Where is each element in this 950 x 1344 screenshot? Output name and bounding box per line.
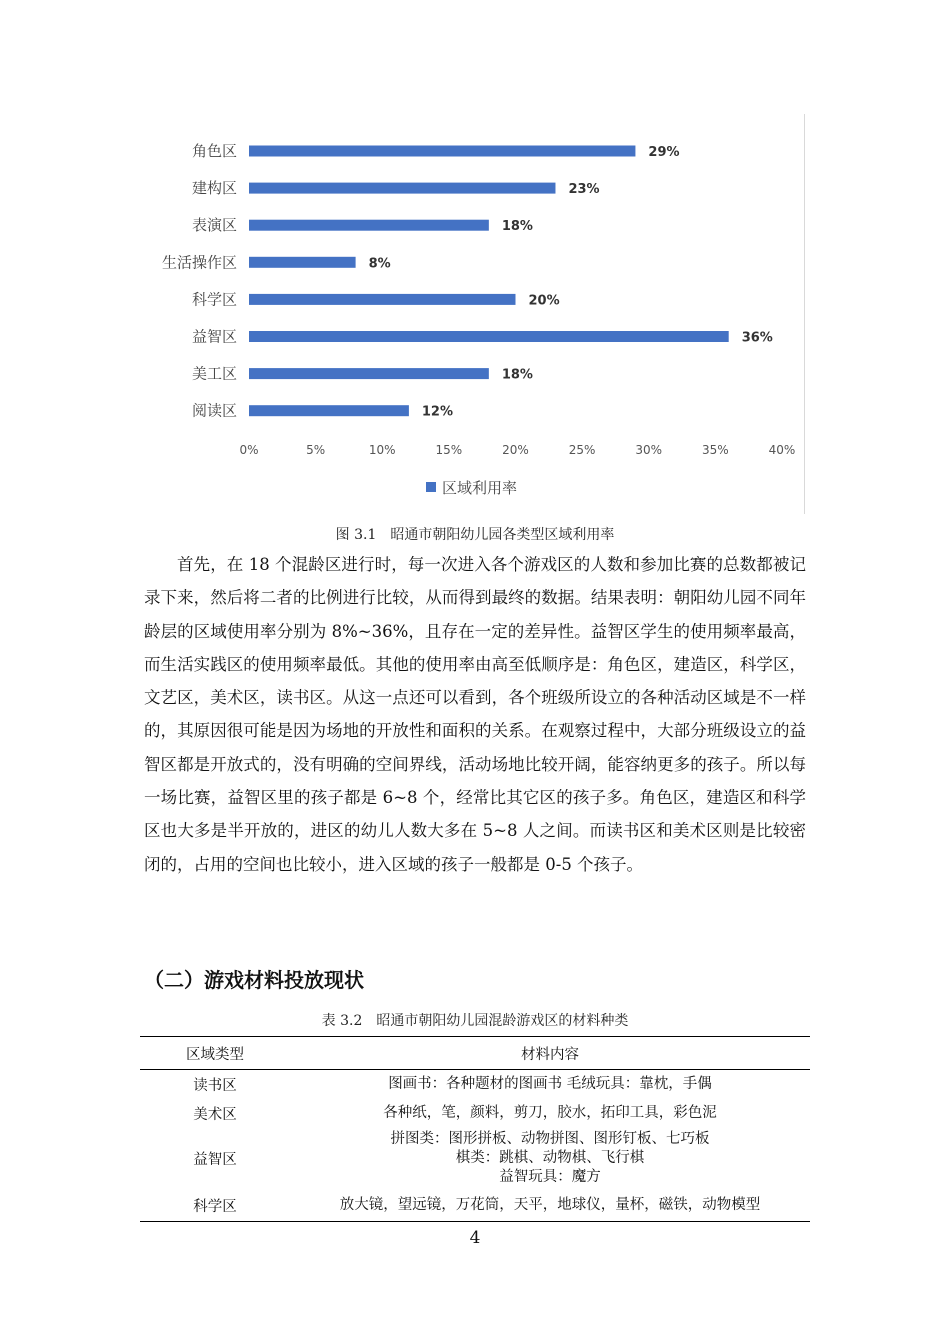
category-label: 表演区: [191, 216, 237, 235]
bar: [249, 331, 729, 342]
table-row: [140, 1190, 810, 1222]
x-tick-label: 40%: [768, 443, 796, 457]
region-type-cell: 美术区: [193, 1107, 237, 1123]
bar: [249, 257, 356, 268]
table-row: [140, 1128, 810, 1190]
material-line: 放大镜，望远镜，万花筒，天平，地球仪，量杯，磁铁，动物模型: [339, 1196, 761, 1213]
category-label: 生活操作区: [161, 253, 237, 272]
material-cell: [290, 1070, 810, 1100]
data-label: 20%: [528, 293, 560, 309]
material-cell: [290, 1128, 810, 1190]
data-label: 12%: [421, 404, 454, 420]
category-label: 美工区: [191, 364, 237, 383]
legend-label: 区域利用率: [442, 479, 518, 497]
data-label: 29%: [648, 145, 680, 160]
category-label: 建构区: [191, 179, 237, 198]
bar: [249, 220, 489, 231]
bar-chart: [146, 114, 805, 514]
region-type-cell: 读书区: [193, 1078, 237, 1095]
material-cell: [290, 1190, 810, 1222]
x-tick-label: 5%: [306, 443, 326, 457]
material-line: 各种纸，笔，颜料，剪刀，胶水，拓印工具，彩色泥: [383, 1105, 717, 1121]
bar: [249, 294, 516, 305]
chart-svg: [146, 114, 804, 514]
header-material-content: 材料内容: [290, 1037, 810, 1070]
data-label: 23%: [568, 182, 600, 198]
x-tick-label: 25%: [568, 443, 596, 457]
data-label: 8%: [368, 256, 391, 272]
materials-table: [140, 1036, 810, 1222]
x-tick-label: 10%: [368, 443, 396, 457]
bar: [249, 146, 635, 157]
x-tick-label: 20%: [502, 443, 529, 457]
material-line: 益智玩具：魔方: [499, 1169, 601, 1185]
x-tick-label: 30%: [635, 443, 663, 457]
table-row: [140, 1070, 810, 1100]
header-region-type: 区域类型: [140, 1037, 290, 1070]
bar: [249, 405, 409, 416]
bar: [249, 183, 555, 194]
body-paragraph-container: [144, 548, 806, 881]
data-label: 36%: [741, 330, 773, 346]
table-caption: 表 3.2 昭通市朝阳幼儿园混龄游戏区的材料种类: [321, 1013, 629, 1029]
material-cell: [290, 1100, 810, 1128]
material-line: 拼图类：图形拼板、动物拼图、图形钉板、七巧板: [390, 1131, 710, 1147]
category-label: 科学区: [191, 290, 237, 309]
figure-caption: 图 3.1 昭通市朝阳幼儿园各类型区域利用率: [335, 527, 615, 543]
section-heading: （二）游戏材料投放现状: [144, 968, 364, 992]
region-type-cell: 科学区: [140, 1190, 290, 1222]
category-label: 益智区: [191, 327, 237, 346]
page-number: 4: [469, 1228, 481, 1248]
bar: [249, 368, 489, 379]
material-line: 图画书：各种题材的图画书 毛绒玩具：靠枕，手偶: [388, 1076, 712, 1093]
material-line: 棋类：跳棋、动物棋、飞行棋: [455, 1150, 645, 1166]
data-label: 18%: [501, 219, 533, 235]
category-label: 角色区: [191, 142, 237, 160]
category-label: 阅读区: [191, 401, 237, 420]
region-type-cell: 益智区: [193, 1152, 237, 1168]
data-label: 18%: [501, 367, 533, 383]
table-row: [140, 1100, 810, 1128]
x-tick-label: 35%: [702, 443, 729, 457]
x-tick-label: 0%: [239, 443, 259, 457]
table-header-row: [140, 1037, 810, 1070]
x-tick-label: 15%: [435, 443, 463, 457]
body-paragraph: 首先，在 18 个混龄区进行时，每一次进入各个游戏区的人数和参加比赛的总数都被记录下来，然后将二者的比例进行比较，从而得到最终的数据。结果表明：朝阳幼儿园不同年龄层的区域使用率分别为 8%~36%，且存在一定的差异性。益智区学生的使用频率最高，而生活实践区的使用频率最低。其他的使用率由高至低顺序是：角色区，建造区，科学区，文艺区，美术区，读书区。从这一点还可以看到，各个班级所设立的各种活动区域是不一样的，其原因很可能是因为场地的开放性和面积的关系。在观察过程中，大部分班级设立的益智区都是开放式的，没有明确的空间界线，活动场地比较开阔，能容纳更多的孩子。所以每一场比赛，益智区里的孩子都是 6~8 个，经常比其它区的孩子多。角色区，建造区和科学区也大多是半开放的，进区的幼儿人数大多在 5~8 人之间。而读书区和美术区则是比较密闭的，占用的空间也比较小，进入区域的孩子一般都是 0-5 个孩子。: [144, 555, 806, 874]
legend-swatch: [426, 482, 436, 492]
